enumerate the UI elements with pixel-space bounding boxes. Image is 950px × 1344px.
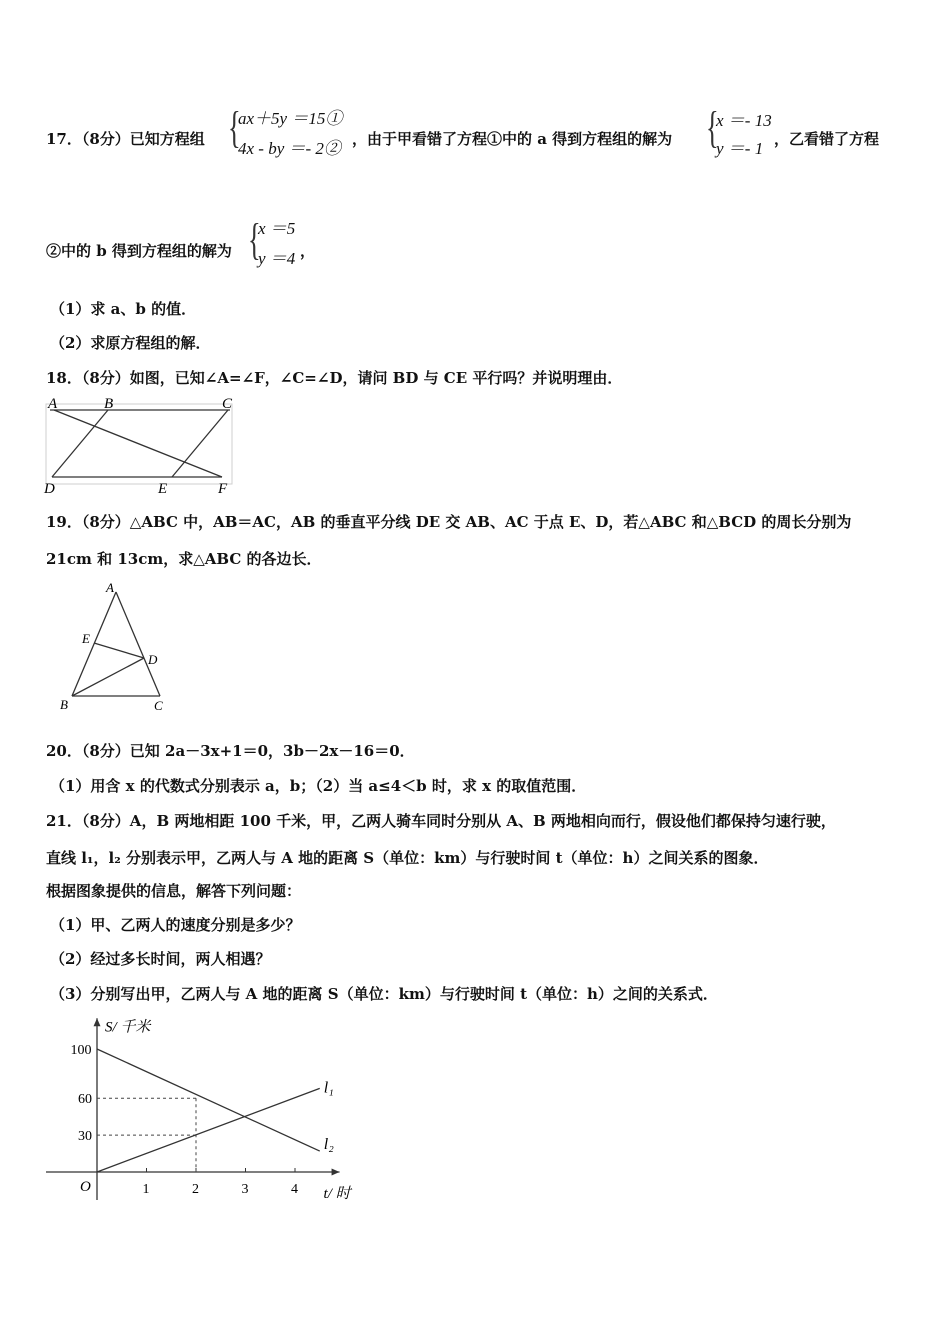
q19-label-D: D <box>148 652 158 667</box>
q17-solution1-y: y ＝- 1 <box>716 139 764 158</box>
q18-label-E: E <box>158 481 168 496</box>
q18-text: 18．（8分）如图，已知∠A=∠F，∠C=∠D，请问 BD 与 CE 平行吗？并说明理由． <box>46 369 623 387</box>
y-axis-label: S/ 千米 <box>105 1019 151 1036</box>
q21-part2: （2）经过多长时间，两人相遇？ <box>50 950 271 968</box>
series-line-l1 <box>97 1088 320 1172</box>
x-axis-label: t/ 时 <box>323 1186 351 1202</box>
q18-figure <box>42 394 242 496</box>
q19-segment-BD <box>72 658 144 696</box>
q21-line1: 21．（8分）A，B 两地相距 100 千米，甲，乙两人骑车同时分别从 A、B 两地相向而行，假设他们都保持匀速行驶， <box>46 812 836 830</box>
x-axis-arrow <box>332 1169 340 1176</box>
q21-part3: （3）分别写出甲，乙两人与 A 地的距离 S（单位：km）与行驶时间 t（单位：h）之间的关系式． <box>50 985 718 1003</box>
y-tick-label: 30 <box>78 1129 92 1145</box>
series-line-l2 <box>97 1049 320 1151</box>
q19-label-B: B <box>60 697 68 712</box>
q21-line3: 根据图象提供的信息，解答下列问题： <box>46 882 302 900</box>
q17-solution2-y: y ＝4 <box>258 249 296 268</box>
q17-prefix: 17．（8分）已知方程组 <box>46 130 205 148</box>
q21-distance-time-chart <box>40 1008 380 1208</box>
q19-figure <box>56 580 176 716</box>
q17-suffix: ，乙看错了方程 <box>774 130 880 148</box>
q18-label-D: D <box>44 481 55 496</box>
q17-solution2-brace: { <box>248 215 261 264</box>
series-label-l2: l₂ <box>323 1136 334 1154</box>
y-tick-label: 100 <box>70 1043 92 1058</box>
q17-line2-suffix: ， <box>300 242 316 260</box>
q17-eq1: ax＋5y ＝15① <box>238 109 343 128</box>
q20-line2: （1）用含 x 的代数式分别表示 a，b；（2）当 a≤4＜b 时，求 x 的取值范围． <box>50 777 587 795</box>
q19-line1: 19．（8分）△ABC 中，AB＝AC，AB 的垂直平分线 DE 交 AB、AC 于点 E、D，若△ABC 和△BCD 的周长分别为 <box>46 513 852 531</box>
q19-segment-ED <box>94 643 144 658</box>
q18-label-B: B <box>104 396 114 412</box>
q17-solution1-x: x ＝- 13 <box>716 111 772 130</box>
q17-system-brace: { <box>228 103 241 152</box>
q21-line2: 直线 l₁，l₂ 分别表示甲，乙两人与 A 地的距离 S（单位：km）与行驶时间 t（单位：h）之间关系的图象． <box>46 849 769 867</box>
q19-side-AC <box>116 592 160 696</box>
q21-part1: （1）甲、乙两人的速度分别是多少？ <box>50 916 301 934</box>
q19-side-AB <box>72 592 116 696</box>
q17-line2-prefix: ②中的 b 得到方程组的解为 <box>46 242 232 260</box>
q17-solution1-brace: { <box>706 103 719 152</box>
q17-part2: （2）求原方程组的解． <box>50 334 211 352</box>
q18-segment-CE <box>172 410 228 477</box>
q20-line1: 20．（8分）已知 2a－3x+1＝0，3b－2x－16＝0． <box>46 742 415 760</box>
series-label-l1: l₁ <box>323 1079 334 1097</box>
origin-label: O <box>80 1179 91 1195</box>
q19-label-A: A <box>106 580 114 595</box>
q17-solution2-x: x ＝5 <box>258 219 296 238</box>
q19-label-E: E <box>82 631 90 646</box>
q17-eq2: 4x - by ＝- 2② <box>238 139 341 158</box>
y-axis-arrow <box>94 1018 101 1026</box>
x-tick-label: 3 <box>241 1182 249 1197</box>
x-tick-label: 1 <box>142 1182 150 1197</box>
q19-line2: 21cm 和 13cm，求△ABC 的各边长． <box>46 550 322 568</box>
q18-label-A: A <box>48 396 58 412</box>
q18-label-C: C <box>222 396 233 412</box>
q17-part1: （1）求 a、b 的值． <box>50 300 197 318</box>
q19-label-C: C <box>154 698 163 713</box>
x-tick-label: 2 <box>192 1182 199 1197</box>
x-tick-label: 4 <box>291 1182 298 1197</box>
q17-middle: ，由于甲看错了方程①中的 a 得到方程组的解为 <box>352 130 673 148</box>
y-tick-label: 60 <box>78 1092 92 1108</box>
q18-label-F: F <box>218 481 228 496</box>
